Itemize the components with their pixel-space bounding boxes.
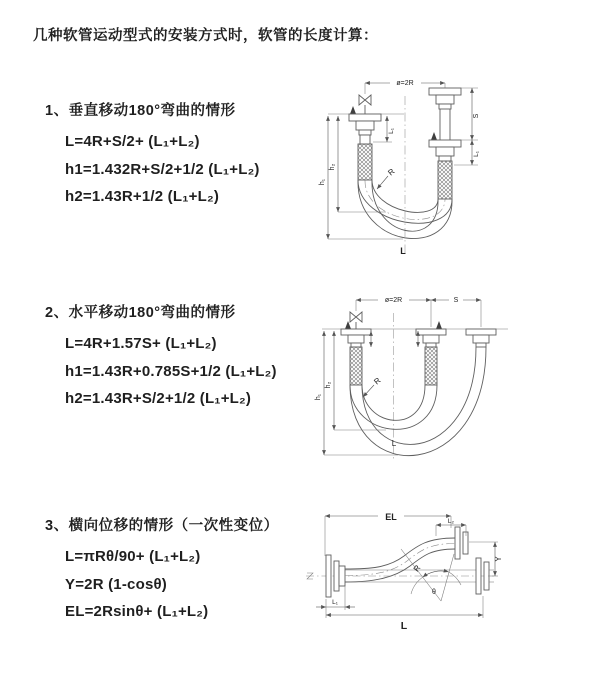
right-pipe (429, 88, 461, 199)
section-3 (45, 516, 279, 626)
svg-text:ø=2R: ø=2R (384, 297, 403, 304)
valve-icon (350, 312, 362, 329)
label-length: L (391, 439, 397, 448)
diagram-horizontal-180-bend (308, 287, 590, 465)
dim-s (461, 88, 480, 140)
svg-text:S: S (453, 297, 459, 304)
formula-y: Y=2R (1-cosθ) (65, 575, 167, 593)
hose-u-curves (350, 347, 486, 456)
up-arrow-icon (436, 321, 442, 329)
diagram-vertical-180-bend (306, 66, 588, 258)
formula-h1: h1=1.432R+S/2+1/2 (L₁+L₂) (65, 160, 260, 178)
svg-text:L₂: L₂ (447, 518, 455, 525)
diagram-lateral-displacement (298, 498, 600, 650)
radius-construction (401, 549, 461, 601)
label-radius (363, 376, 383, 397)
formula-el: EL=2Rsinθ+ (L₁+L₂) (65, 603, 209, 620)
left-flange (326, 555, 345, 597)
svg-text:L₁: L₁ (332, 599, 338, 606)
svg-text:R: R (372, 375, 383, 387)
svg-text:R: R (411, 563, 423, 574)
valve-icon (359, 95, 371, 114)
section-3-heading: 3、横向位移的情形（一次性变位） (45, 518, 279, 534)
svg-text:h₁: h₁ (319, 178, 326, 186)
svg-text:S: S (473, 113, 480, 119)
section-1 (45, 101, 260, 211)
up-arrow-icon (350, 106, 356, 114)
middle-pipe (416, 329, 446, 385)
right-pipe (466, 329, 496, 347)
section-1-heading: 1、垂直移动180°弯曲的情形 (45, 103, 236, 119)
svg-text:h₂: h₂ (325, 381, 332, 389)
formula-h1: h1=1.43R+0.785S+1/2 (L₁+L₂) (65, 362, 277, 380)
svg-text:ø=2R: ø=2R (396, 80, 414, 87)
svg-text:Y: Y (494, 556, 503, 562)
label-radius (377, 167, 397, 189)
label-length: L (400, 246, 406, 256)
formula-l: L=πRθ/90+ (L₁+L₂) (65, 548, 201, 565)
svg-text:h₂: h₂ (329, 163, 336, 171)
svg-text:R: R (386, 166, 397, 178)
braided-hose (438, 161, 452, 199)
formula-l: L=4R+S/2+ (L₁+L₂) (65, 133, 200, 150)
svg-text:L: L (400, 620, 408, 632)
formula-h2: h2=1.43R+1/2 (L₁+L₂) (65, 188, 220, 205)
dim-span (356, 293, 431, 304)
braided-hose (358, 144, 372, 180)
svg-text:EL: EL (385, 512, 397, 522)
left-pipe (341, 329, 371, 385)
s-curve-hose (345, 538, 455, 582)
formula-l: L=4R+1.57S+ (L₁+L₂) (65, 335, 217, 352)
svg-text:L₁: L₁ (388, 128, 395, 134)
formula-h2: h2=1.43R+S/2+1/2 (L₁+L₂) (65, 390, 252, 407)
dim-l (326, 596, 483, 632)
section-2-heading: 2、水平移动180°弯曲的情形 (45, 305, 236, 321)
up-arrow-icon (431, 132, 437, 140)
section-2 (45, 303, 277, 413)
svg-text:L₁: L₁ (473, 151, 480, 157)
svg-text:h₁: h₁ (315, 393, 322, 401)
dim-s (431, 293, 481, 304)
label-theta: θ (432, 589, 436, 596)
left-pipe (349, 114, 381, 180)
dim-el (325, 509, 451, 556)
page-title: 几种软管运动型式的安装方式时，软管的长度计算： (33, 28, 378, 44)
